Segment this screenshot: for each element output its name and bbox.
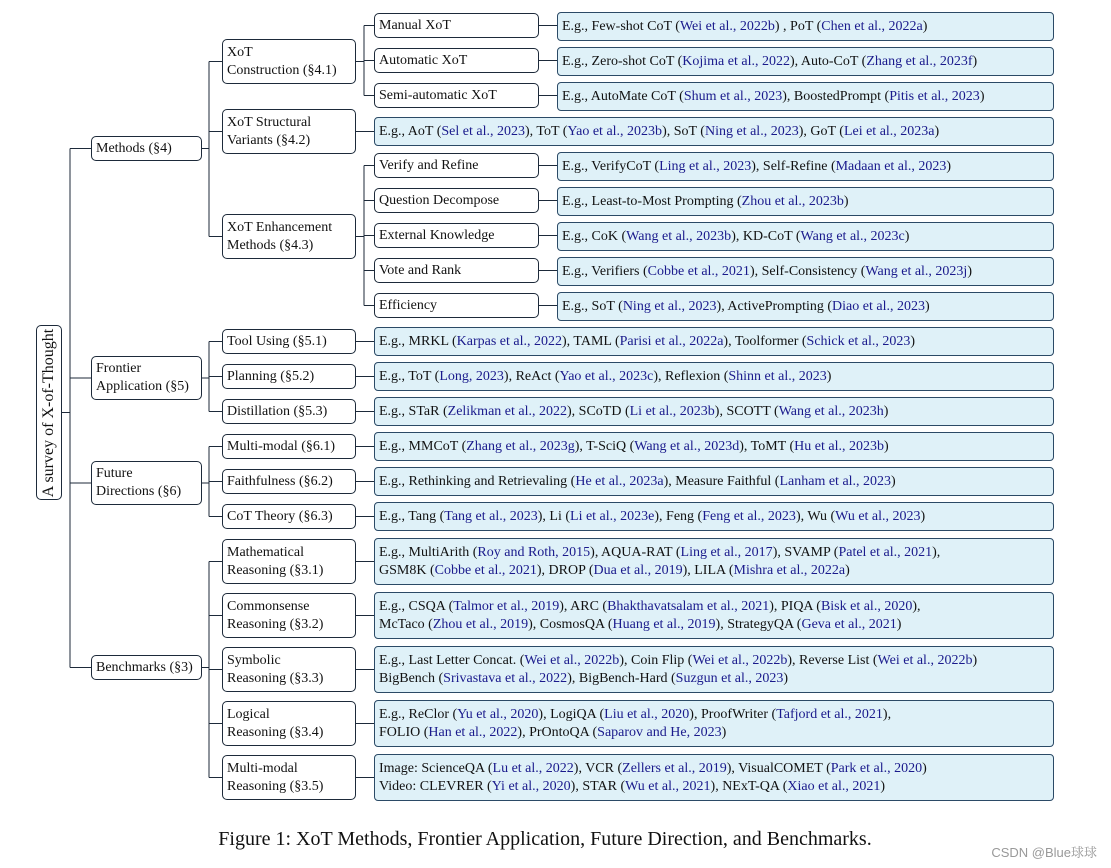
- citation-link[interactable]: Hu et al., 2023b: [794, 438, 884, 454]
- citation-link[interactable]: Li et al., 2023b: [629, 403, 715, 419]
- leaf-text: ), NExT-QA (: [710, 778, 788, 794]
- subcategory-node-logical-reasoning-s3-4: [222, 701, 356, 746]
- leaf-text: E.g., CSQA (: [379, 598, 454, 614]
- citation-link[interactable]: Yao et al., 2023c: [559, 368, 654, 384]
- subcategory-node-xot-construction-s4-1: [222, 39, 356, 84]
- leaf-text: McTaco (: [379, 616, 433, 632]
- citation-link[interactable]: Liu et al., 2020: [604, 706, 690, 722]
- node-label-line: Variants (§4.2): [227, 132, 311, 148]
- node-label-line: Logical: [227, 706, 270, 722]
- leaf-text: E.g., Tang (: [379, 508, 445, 524]
- citation-link[interactable]: Wang et al., 2023j: [865, 263, 968, 279]
- leaf-text: ), ProofWriter (: [689, 706, 777, 722]
- example-leaf: [557, 292, 1054, 321]
- leaf-text-line: [379, 598, 1049, 616]
- citation-link[interactable]: Dua et al., 2019: [593, 562, 683, 578]
- method-node-external-knowledge: External Knowledge: [374, 223, 539, 248]
- root-label: A survey of X-of-Thought: [40, 328, 57, 497]
- leaf-text: ), Feng (: [654, 508, 703, 524]
- citation-link[interactable]: Bhakthavatsalam et al., 2021: [607, 598, 770, 614]
- example-leaf: [557, 222, 1054, 251]
- leaf-text: ), ToT (: [524, 123, 568, 139]
- citation-link[interactable]: Talmor et al., 2019: [453, 598, 560, 614]
- citation-link[interactable]: Li et al., 2023e: [570, 508, 655, 524]
- node-label-line: Reasoning (§3.4): [227, 724, 324, 740]
- leaf-text: ): [922, 18, 928, 34]
- example-leaf: [374, 467, 1054, 496]
- example-leaf: [374, 362, 1054, 391]
- node-label-line: Frontier: [96, 361, 142, 376]
- citation-link[interactable]: Shinn et al., 2023: [728, 368, 827, 384]
- citation-link[interactable]: Suzgun et al., 2023: [675, 670, 784, 686]
- leaf-text: ): [783, 670, 789, 686]
- leaf-text-line: [379, 760, 1049, 778]
- citation-link[interactable]: Yao et al., 2023b: [567, 123, 663, 139]
- example-leaf: [557, 187, 1054, 216]
- citation-link[interactable]: Sel et al., 2023: [441, 123, 525, 139]
- leaf-text: ): [845, 562, 850, 578]
- node-label-line: Multi-modal (§6.1): [227, 438, 336, 454]
- leaf-text: ): [934, 123, 940, 139]
- citation-link[interactable]: Ning et al., 2023: [704, 123, 799, 139]
- node-label-line: XoT Enhancement: [227, 219, 333, 235]
- citation-link[interactable]: Ning et al., 2023: [622, 298, 717, 314]
- citation-link[interactable]: He et al., 2023a: [575, 473, 664, 489]
- leaf-text-line: [379, 473, 1049, 491]
- node-label-line: Symbolic: [227, 652, 281, 668]
- citation-link[interactable]: Lei et al., 2023a: [843, 123, 935, 139]
- leaf-text: E.g., AutoMate CoT (: [562, 88, 684, 104]
- citation-link[interactable]: Diao et al., 2023: [832, 298, 925, 314]
- leaf-text: ), LogiQA (: [538, 706, 605, 722]
- leaf-text: ), Self-Refine (: [751, 158, 836, 174]
- example-leaf: [557, 257, 1054, 286]
- citation-link[interactable]: Cobbe et al., 2021: [647, 263, 750, 279]
- example-leaf: [374, 432, 1054, 461]
- leaf-text: E.g., Rethinking and Retrievaling (: [379, 473, 576, 489]
- leaf-text: ), Measure Faithful (: [663, 473, 780, 489]
- leaf-text: ), Toolformer (: [723, 333, 807, 349]
- leaf-text: ), Li (: [537, 508, 571, 524]
- citation-link[interactable]: Madaan et al., 2023: [835, 158, 947, 174]
- citation-link[interactable]: Zelikman et al., 2022: [447, 403, 567, 419]
- node-label-line: Application (§5): [96, 379, 189, 394]
- leaf-text-line: [379, 438, 1049, 456]
- method-node-verify-and-refine: Verify and Refine: [374, 153, 539, 178]
- leaf-text: ), ActivePrompting (: [716, 298, 833, 314]
- example-leaf: [374, 502, 1054, 531]
- leaf-text: E.g., MultiArith (: [379, 544, 478, 560]
- leaf-text: ),: [932, 544, 941, 560]
- citation-link[interactable]: Lu et al., 2022: [492, 760, 574, 776]
- leaf-text: ): [972, 652, 978, 668]
- node-label-line: Benchmarks (§3): [96, 659, 193, 675]
- citation-link[interactable]: Wu et al., 2023: [835, 508, 921, 524]
- node-label-line: Reasoning (§3.3): [227, 670, 324, 686]
- leaf-text: ), Self-Consistency (: [749, 263, 866, 279]
- citation-link[interactable]: Zellers et al., 2019: [622, 760, 727, 776]
- leaf-text: E.g., Last Letter Concat. (: [379, 652, 525, 668]
- leaf-text: ), ReAct (: [503, 368, 560, 384]
- example-leaf: [374, 327, 1054, 356]
- subcategory-node-xot-structural-variants-s4-2: [222, 109, 356, 154]
- method-node-manual-xot: Manual XoT: [374, 13, 539, 38]
- example-leaf: [557, 82, 1054, 111]
- leaf-text: ): [880, 778, 885, 794]
- citation-link[interactable]: Long, 2023: [439, 368, 504, 384]
- leaf-text: ), PIQA (: [769, 598, 821, 614]
- node-label-line: Multi-modal: [227, 760, 298, 776]
- leaf-text-line: [562, 193, 1049, 211]
- citation-link[interactable]: Wang et al., 2023d: [634, 438, 740, 454]
- leaf-text-line: [379, 670, 1049, 688]
- node-label-line: Planning (§5.2): [227, 368, 315, 384]
- leaf-text: ), KD-CoT (: [731, 228, 801, 244]
- leaf-text: ): [721, 724, 727, 740]
- node-label-line: Future: [96, 466, 133, 481]
- citation-link[interactable]: Patel et al., 2021: [838, 544, 933, 560]
- citation-link[interactable]: Mishra et al., 2022a: [733, 562, 846, 578]
- node-label-line: Methods (§4): [96, 140, 172, 156]
- citation-link[interactable]: Bisk et al., 2020: [820, 598, 913, 614]
- leaf-text: ), AQUA-RAT (: [590, 544, 681, 560]
- category-node-benchmarks-s3: [91, 655, 202, 680]
- leaf-text: E.g., Verifiers (: [562, 263, 648, 279]
- leaf-text: ),: [882, 706, 892, 722]
- root-node: [36, 325, 62, 500]
- category-node-frontier: [91, 356, 202, 400]
- leaf-text-line: [379, 403, 1049, 421]
- leaf-text: ) , PoT (: [774, 18, 822, 34]
- citation-link[interactable]: Cobbe et al., 2021: [434, 562, 537, 578]
- leaf-text: ), STAR (: [570, 778, 626, 794]
- leaf-text: ): [910, 333, 916, 349]
- citation-link[interactable]: Wang et al., 2023b: [626, 228, 732, 244]
- leaf-text: ), CosmosQA (: [528, 616, 613, 632]
- citation-link[interactable]: Chen et al., 2022a: [821, 18, 923, 34]
- citation-link[interactable]: Wu et al., 2021: [625, 778, 711, 794]
- leaf-text: ), Reverse List (: [787, 652, 878, 668]
- leaf-text-line: [562, 263, 1049, 281]
- subcategory-node-commonsense-reasoning-s3-2: [222, 593, 356, 638]
- leaf-text: ), PrOntoQA (: [517, 724, 598, 740]
- method-node-vote-and-rank: Vote and Rank: [374, 258, 539, 283]
- citation-link[interactable]: Wei et al., 2022b: [692, 652, 788, 668]
- citation-link[interactable]: Tang et al., 2023: [444, 508, 538, 524]
- leaf-text: ), TAML (: [562, 333, 620, 349]
- leaf-text: ), VCR (: [573, 760, 623, 776]
- example-leaf: [374, 754, 1054, 801]
- leaf-text: ), Reflexion (: [653, 368, 729, 384]
- category-node-methods-s4: [91, 136, 202, 161]
- citation-link[interactable]: Schick et al., 2023: [806, 333, 911, 349]
- leaf-text: ),: [912, 598, 921, 614]
- citation-link[interactable]: Yu et al., 2020: [457, 706, 539, 722]
- leaf-text-line: [379, 508, 1049, 526]
- leaf-text-line: [562, 18, 1049, 36]
- citation-link[interactable]: Srivastava et al., 2022: [443, 670, 568, 686]
- leaf-text: ): [946, 158, 952, 174]
- leaf-text: ): [979, 88, 985, 104]
- citation-link[interactable]: Wei et al., 2022b: [877, 652, 973, 668]
- subcategory-node-multi-modal-s6-1: [222, 434, 356, 459]
- leaf-text: ), VisualCOMET (: [726, 760, 831, 776]
- example-leaf: [557, 152, 1054, 181]
- leaf-text: E.g., MMCoT (: [379, 438, 467, 454]
- node-label-line: Commonsense: [227, 598, 310, 614]
- leaf-text: ): [922, 760, 927, 776]
- method-node-automatic-xot: Automatic XoT: [374, 48, 539, 73]
- leaf-text: ): [826, 368, 832, 384]
- citation-link[interactable]: Han et al., 2022: [428, 724, 518, 740]
- node-label-line: Reasoning (§3.5): [227, 778, 324, 794]
- citation-link[interactable]: Wang et al., 2023h: [778, 403, 884, 419]
- leaf-text-line: [562, 88, 1049, 106]
- example-leaf: [374, 592, 1054, 639]
- leaf-text: ), SCOTT (: [714, 403, 779, 419]
- leaf-text-line: [562, 53, 1049, 71]
- citation-link[interactable]: Xiao et al., 2021: [787, 778, 881, 794]
- citation-link[interactable]: Park et al., 2020: [830, 760, 923, 776]
- node-label-line: XoT: [227, 44, 253, 60]
- leaf-text: BigBench (: [379, 670, 444, 686]
- leaf-text: FOLIO (: [379, 724, 429, 740]
- leaf-text-line: [379, 778, 1049, 796]
- leaf-text: E.g., ToT (: [379, 368, 440, 384]
- citation-link[interactable]: Zhang et al., 2023f: [866, 53, 973, 69]
- leaf-text-line: [379, 652, 1049, 670]
- leaf-text: E.g., CoK (: [562, 228, 627, 244]
- subcategory-node-cot-theory-s6-3: [222, 504, 356, 529]
- citation-link[interactable]: Wang et al., 2023c: [800, 228, 905, 244]
- leaf-text: ), Wu (: [795, 508, 836, 524]
- example-leaf: [374, 397, 1054, 426]
- node-label-line: Reasoning (§3.1): [227, 562, 324, 578]
- leaf-text: E.g., VerifyCoT (: [562, 158, 660, 174]
- citation-link[interactable]: Kojima et al., 2022: [682, 53, 790, 69]
- node-label-line: XoT Structural: [227, 114, 312, 130]
- citation-link[interactable]: Feng et al., 2023: [702, 508, 796, 524]
- example-leaf: [557, 12, 1054, 41]
- leaf-text: E.g., ReClor (: [379, 706, 458, 722]
- subcategory-node-faithfulness-s6-2: [222, 469, 356, 494]
- leaf-text: ), Coin Flip (: [619, 652, 693, 668]
- citation-link[interactable]: Huang et al., 2019: [612, 616, 716, 632]
- node-label-line: Construction (§4.1): [227, 62, 337, 78]
- method-node-efficiency: Efficiency: [374, 293, 539, 318]
- leaf-text: ): [896, 616, 902, 632]
- leaf-text-line: [379, 368, 1049, 386]
- leaf-text-line: [562, 158, 1049, 176]
- subcategory-node-xot-enhancement-methods-s4-3: [222, 214, 356, 259]
- leaf-text-line: [562, 298, 1049, 316]
- leaf-text-line: [379, 544, 1049, 562]
- leaf-text: GSM8K (: [379, 562, 435, 578]
- leaf-text: ), LILA (: [682, 562, 734, 578]
- citation-link[interactable]: Zhang et al., 2023g: [466, 438, 575, 454]
- leaf-text-line: [379, 333, 1049, 351]
- leaf-text: ), SCoTD (: [567, 403, 630, 419]
- example-leaf: [374, 646, 1054, 693]
- example-leaf: [374, 700, 1054, 747]
- citation-link[interactable]: Ling et al., 2023: [659, 158, 752, 174]
- leaf-text-line: [379, 706, 1049, 724]
- leaf-text: E.g., Least-to-Most Prompting (: [562, 193, 742, 209]
- leaf-text: ): [920, 508, 926, 524]
- leaf-text: E.g., STaR (: [379, 403, 448, 419]
- example-leaf: [557, 47, 1054, 76]
- subcategory-node-distillation-s5-3: [222, 399, 356, 424]
- method-node-semi-automatic-xot: Semi-automatic XoT: [374, 83, 539, 108]
- node-label-line: Reasoning (§3.2): [227, 616, 324, 632]
- node-label-line: CoT Theory (§6.3): [227, 508, 333, 524]
- citation-link[interactable]: Pitis et al., 2023: [889, 88, 980, 104]
- citation-link[interactable]: Zhou et al., 2023b: [741, 193, 844, 209]
- leaf-text: ): [924, 298, 930, 314]
- node-label-line: Tool Using (§5.1): [227, 333, 327, 349]
- node-label-line: Mathematical: [227, 544, 304, 560]
- citation-link[interactable]: Karpas et al., 2022: [456, 333, 563, 349]
- leaf-text: ), ARC (: [559, 598, 608, 614]
- leaf-text-line: [379, 562, 1049, 580]
- leaf-text: ): [843, 193, 849, 209]
- leaf-text: ): [904, 228, 910, 244]
- subcategory-node-symbolic-reasoning-s3-3: [222, 647, 356, 692]
- node-label-line: Distillation (§5.3): [227, 403, 328, 419]
- leaf-text: ): [891, 473, 896, 489]
- leaf-text: E.g., AoT (: [379, 123, 442, 139]
- leaf-text-line: [379, 724, 1049, 742]
- example-leaf: [374, 117, 1054, 146]
- subcategory-node-tool-using-s5-1: [222, 329, 356, 354]
- leaf-text: ), T-SciQ (: [574, 438, 635, 454]
- citation-link[interactable]: Tafjord et al., 2021: [776, 706, 883, 722]
- leaf-text: E.g., Zero-shot CoT (: [562, 53, 683, 69]
- leaf-text: ): [967, 263, 972, 279]
- leaf-text: E.g., MRKL (: [379, 333, 457, 349]
- citation-link[interactable]: Geva et al., 2021: [801, 616, 897, 632]
- citation-link[interactable]: Yi et al., 2020: [491, 778, 571, 794]
- leaf-text: ), GoT (: [798, 123, 844, 139]
- leaf-text: ), ToMT (: [739, 438, 795, 454]
- leaf-text: ), BoostedPrompt (: [782, 88, 890, 104]
- leaf-text: ), StrategyQA (: [715, 616, 802, 632]
- leaf-text: ): [972, 53, 978, 69]
- leaf-text-line: [379, 123, 1049, 141]
- subcategory-node-multi-modal-reasoning-s3-5: [222, 755, 356, 800]
- citation-link[interactable]: Wei et al., 2022b: [524, 652, 620, 668]
- node-label-line: Directions (§6): [96, 484, 182, 499]
- figure-caption: Figure 1: XoT Methods, Frontier Application, Future Direction, and Benchmarks.: [218, 828, 872, 850]
- node-label-line: Faithfulness (§6.2): [227, 473, 333, 489]
- subcategory-node-mathematical-reasoning-s3-1: [222, 539, 356, 584]
- leaf-text: ), DROP (: [536, 562, 594, 578]
- node-label-line: Methods (§4.3): [227, 237, 314, 253]
- subcategory-node-planning-s5-2: [222, 364, 356, 389]
- leaf-text: ), Auto-CoT (: [789, 53, 867, 69]
- method-node-question-decompose: Question Decompose: [374, 188, 539, 213]
- example-leaf: [374, 538, 1054, 585]
- citation-link[interactable]: Zhou et al., 2019: [432, 616, 529, 632]
- leaf-text-line: [562, 228, 1049, 246]
- leaf-text: E.g., SoT (: [562, 298, 623, 314]
- citation-link[interactable]: Shum et al., 2023: [683, 88, 783, 104]
- leaf-text: E.g., Few-shot CoT (: [562, 18, 680, 34]
- leaf-text: ), BigBench-Hard (: [567, 670, 676, 686]
- leaf-text: ): [883, 438, 889, 454]
- citation-link[interactable]: Lanham et al., 2023: [779, 473, 892, 489]
- leaf-text: ), SVAMP (: [772, 544, 839, 560]
- leaf-text: Image: ScienceQA (: [379, 760, 493, 776]
- leaf-text: ): [883, 403, 889, 419]
- citation-link[interactable]: Ling et al., 2017: [680, 544, 773, 560]
- citation-link[interactable]: Saparov and He, 2023: [597, 724, 722, 740]
- category-node-future: [91, 461, 202, 505]
- leaf-text: ), SoT (: [662, 123, 705, 139]
- leaf-text-line: [379, 616, 1049, 634]
- citation-link[interactable]: Parisi et al., 2022a: [619, 333, 724, 349]
- citation-link[interactable]: Roy and Roth, 2015: [477, 544, 591, 560]
- watermark: CSDN @Blue球球: [991, 845, 1097, 860]
- leaf-text: Video: CLEVRER (: [379, 778, 492, 794]
- citation-link[interactable]: Wei et al., 2022b: [679, 18, 775, 34]
